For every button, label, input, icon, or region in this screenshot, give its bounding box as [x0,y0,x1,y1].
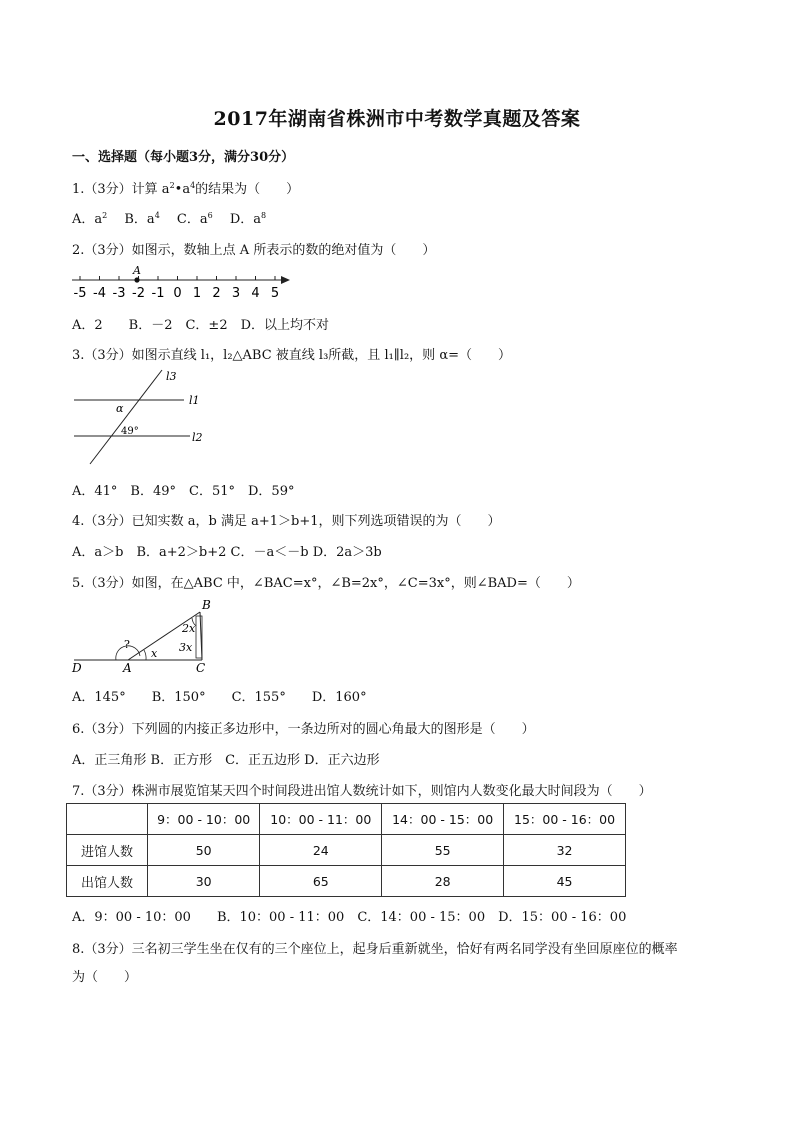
table-row-label: 出馆人数 [67,866,148,897]
question-2-options: A．2 B．－2 C．±2 D．以上均不对 [72,318,330,333]
question-1-stem: 1.（3分）计算 $a^2•a^4$的结果为（ ） [72,181,300,197]
table-cell: 32 [504,835,626,866]
table-header-cell [67,804,148,835]
number-line-tick-label: -2 [132,286,145,301]
table-row [67,866,626,897]
line-l3 [90,370,162,464]
number-line-tick-label: -3 [112,286,126,301]
table-cell: 55 [382,835,504,866]
table-cell: 28 [382,866,504,897]
table-cell: 30 [148,866,260,897]
question-3-options: A．41° B．49° C．51° D．59° [72,484,295,499]
number-line-tick-label: 5 [270,286,280,301]
table-header-cell: 10：00 - 11：00 [260,804,382,835]
table-header-cell: 15：00 - 16：00 [504,804,626,835]
number-line-tick-label: 4 [251,286,260,301]
number-line-figure [66,262,298,302]
label-a: A [123,661,132,675]
question-8-stem: 8.（3分）三名初三学生坐在仅有的三个座位上，起身后重新就坐，恰好有两名同学没有坐回原座位的概率 [72,942,678,957]
label-b: B [202,598,211,612]
label-x: x [151,647,158,660]
number-line-tick-label: 1 [192,286,202,301]
question-8-stem-continued: 为（ ） [72,970,138,985]
question-4-options: A．a＞b B．a+2＞b+2 C．－a＜－b D．2a＞3b [72,545,382,560]
number-line-tick-label: -1 [151,286,165,301]
table-cell: 45 [504,866,626,897]
table-cell: 50 [148,835,260,866]
label-3x: 3x [179,641,193,654]
number-line-tick-label: 0 [173,286,182,301]
arrow-icon [281,276,290,284]
table-cell: 24 [260,835,382,866]
label-c: C [196,661,206,675]
table-cell: 65 [260,866,382,897]
question-3-stem: 3.（3分）如图示直线 l₁，l₂△ABC 被直线 l₃所截，且 l₁∥l₂，则 α=（ ） [72,348,511,363]
table-header-cell: 14：00 - 15：00 [382,804,504,835]
table-row [67,835,626,866]
question-2-stem: 2.（3分）如图示，数轴上点 A 所表示的数的绝对值为（ ） [72,243,436,258]
question-6-options: A．正三角形 B．正方形 C．正五边形 D．正六边形 [72,753,380,768]
table-header-cell: 9：00 - 10：00 [148,804,260,835]
parallel-lines-figure [68,364,218,470]
point-a-dot [134,277,139,282]
question-4-stem: 4.（3分）已知实数 a，b 满足 a+1＞b+1，则下列选项错误的为（ ） [72,514,501,529]
question-1-options: A．$a^2$ B．$a^4$ C．$a^6$ D．$a^8$ [72,211,267,227]
table-row-label: 进馆人数 [67,835,148,866]
number-line-tick-label: -5 [73,286,87,301]
triangle-figure [66,596,226,678]
label-l2: l2 [192,431,203,444]
number-line-tick-label: -4 [93,286,106,301]
label-2x: 2x [182,622,196,635]
label-49-degrees: 49° [121,426,139,437]
section-heading: 一、选择题（每小题3分，满分30分） [72,150,295,165]
question-5-options: A．145° B．150° C．155° D．160° [72,690,367,705]
label-question-mark: ? [124,638,130,651]
question-5-stem: 5.（3分）如图，在△ABC 中，∠BAC=x°，∠B=2x°，∠C=3x°，则∠BAD=（ ） [72,576,580,591]
label-l1: l1 [189,394,200,407]
number-line-tick-label: 2 [212,286,221,301]
question-7-options: A．9：00 - 10：00 B．10：00 - 11：00 C．14：00 - 15：00 D．15：00 - 16：00 [72,910,627,925]
point-a-label: A [133,264,141,277]
visitor-table [66,803,626,897]
number-line-tick-label: 3 [231,286,241,301]
question-6-stem: 6.（3分）下列圆的内接正多边形中，一条边所对的圆心角最大的图形是（ ） [72,722,535,737]
label-alpha: α [116,402,124,415]
question-7-stem: 7.（3分）株洲市展览馆某天四个时间段进出馆人数统计如下，则馆内人数变化最大时间段为（ ） [72,784,652,799]
page-title: 2017年湖南省株洲市中考数学真题及答案 [213,108,581,130]
label-l3: l3 [166,370,177,383]
label-d: D [72,661,82,675]
table-header-row [67,804,626,835]
